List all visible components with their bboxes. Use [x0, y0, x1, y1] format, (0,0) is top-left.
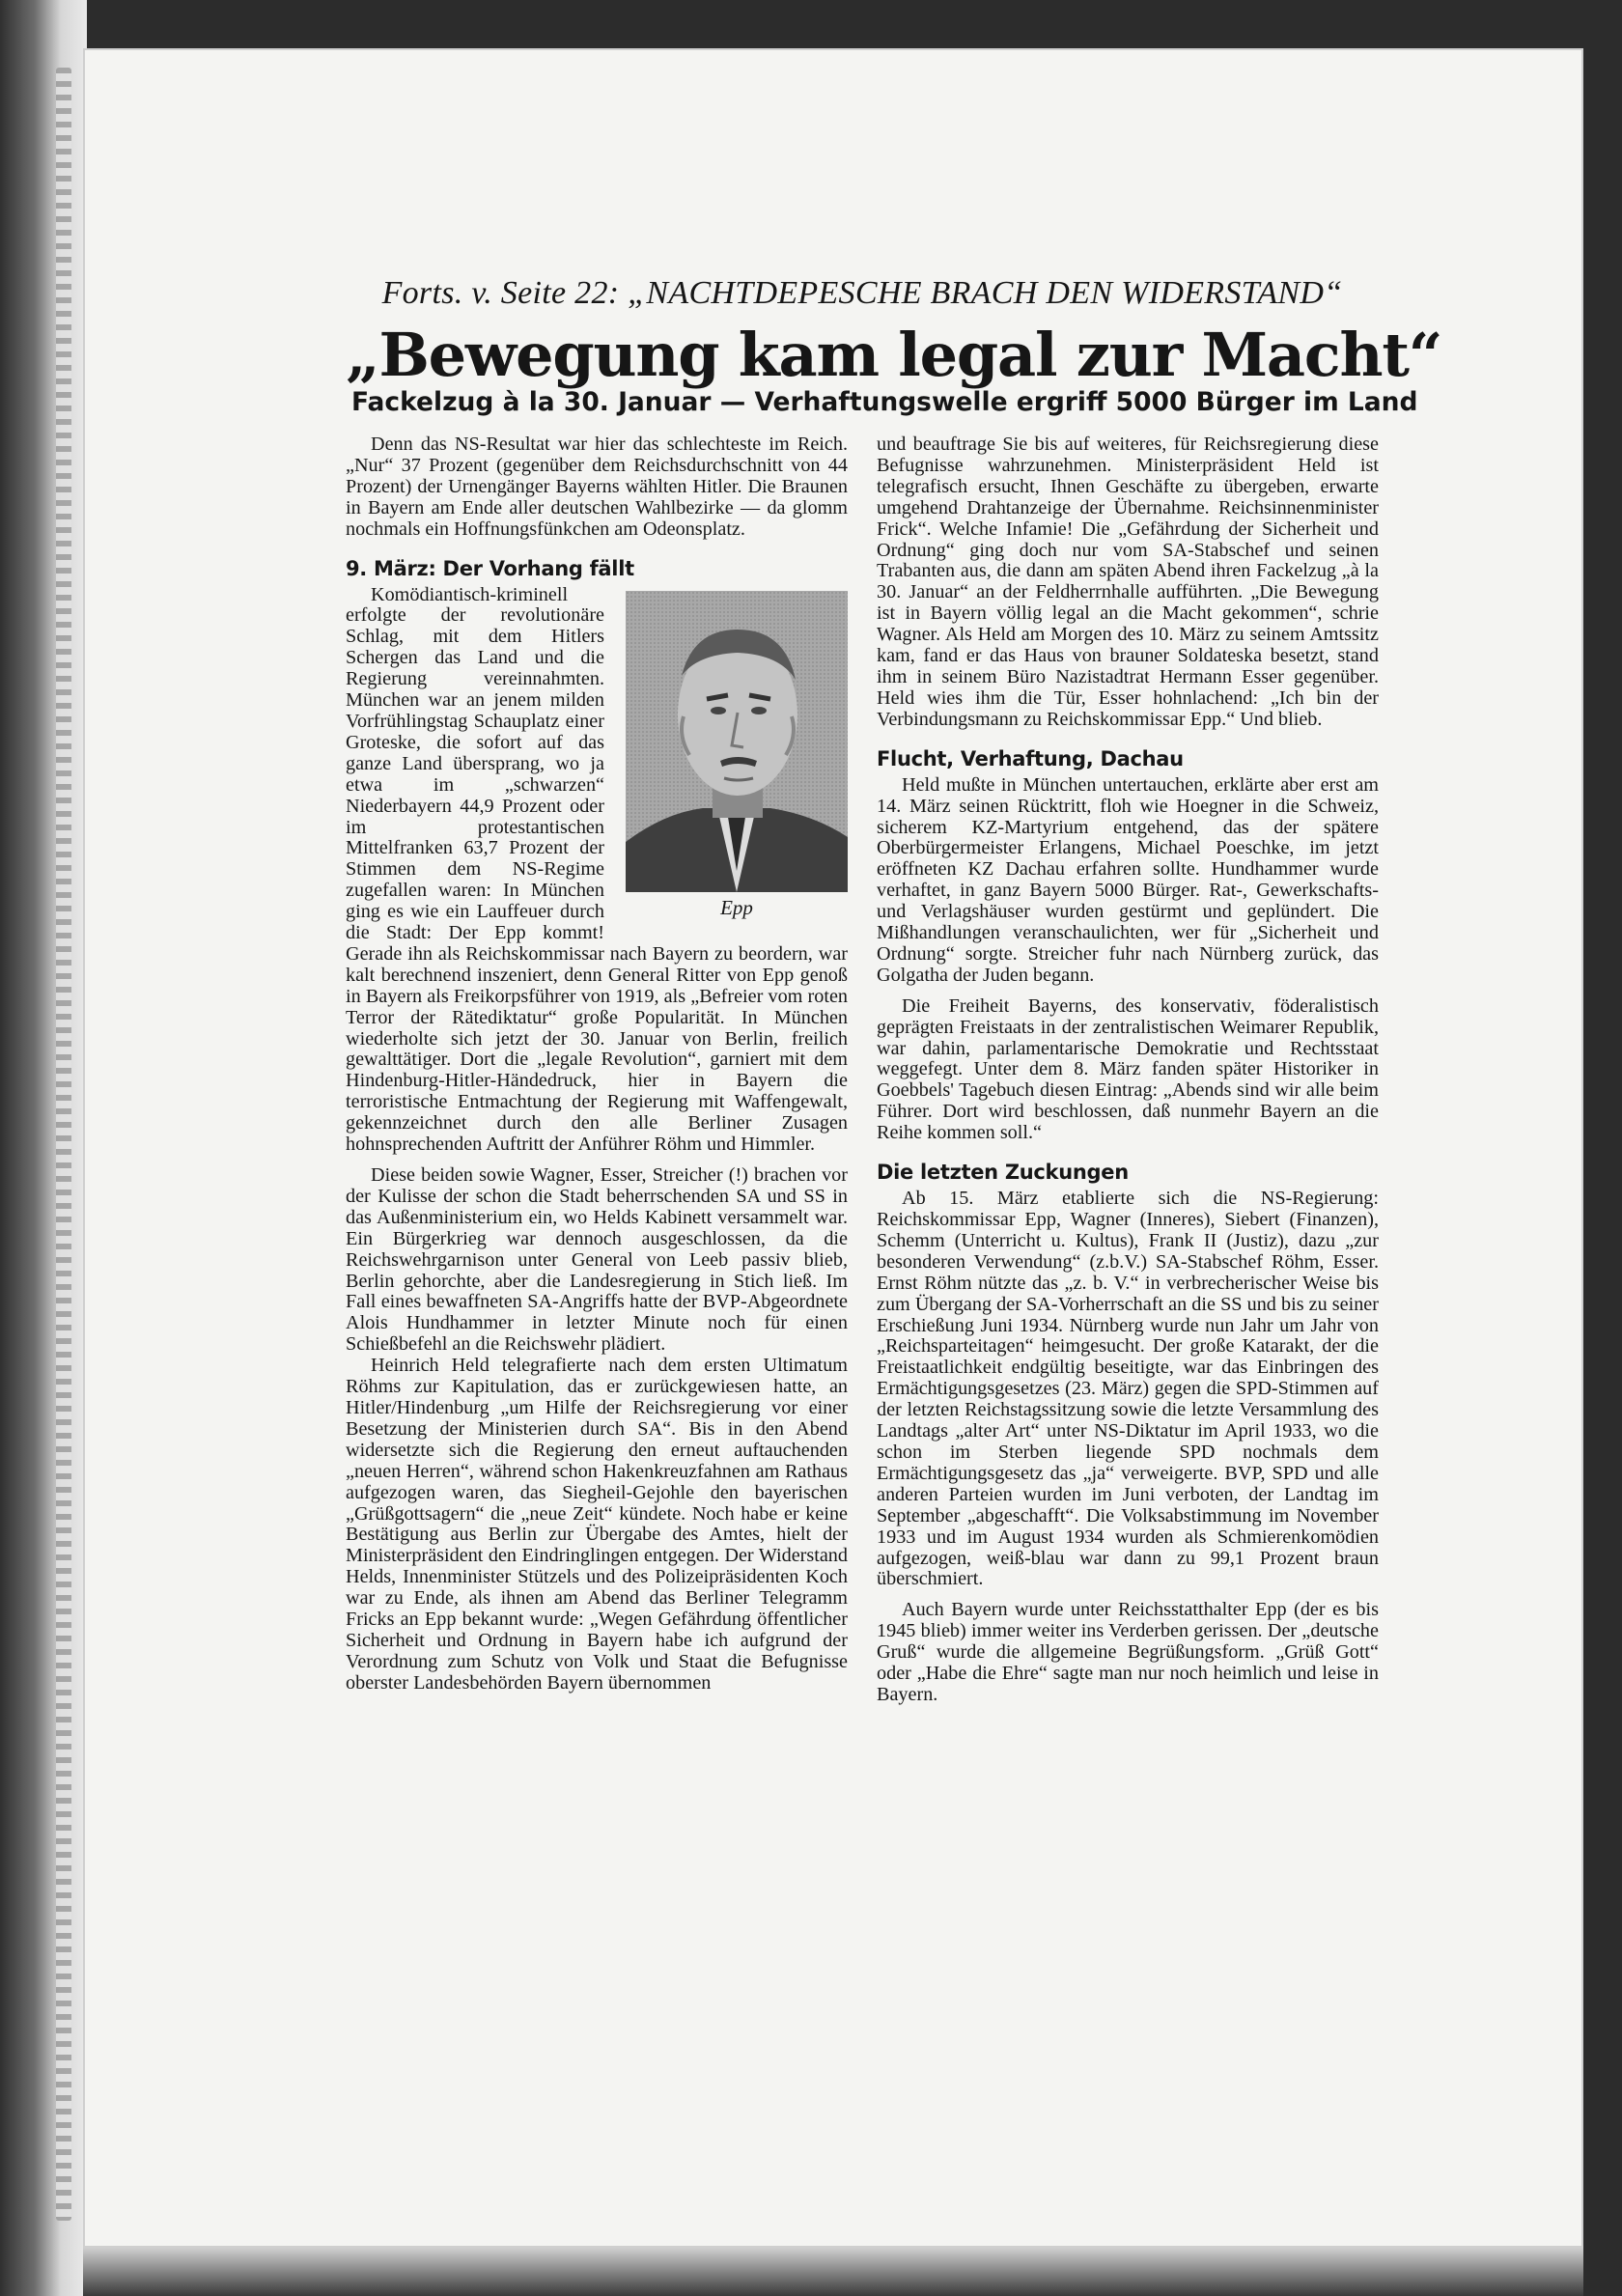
- newspaper-article: [346, 266, 1442, 2032]
- sheet-bottom-edge: [83, 2248, 1583, 2296]
- section-heading: Die letzten Zuckungen: [877, 1161, 1129, 1185]
- photo-figure: [616, 591, 848, 934]
- article-headline: „Bewegung kam legal zur Macht“: [346, 320, 1442, 390]
- paragraph: Ab 15. März etablierte sich die NS-Regierung: Reichskommissar Epp, Wagner (Inneres), Siebert (Finanzen), Schemm (Unterricht u. Kultus), Frank II (Justiz), dazu „zur besonderen Verwendung“ (z.b.V.) SA-Stabschef Röhm, Esser. Ernst Röhm nützte das „z. b. V.“ in verbrecherischer Weise bis zum Übergang der SA-Vorherrschaft an die SS und bis zu seiner Erschießung Juni 1934. Nürnberg wurde nun Jahr um Jahr von „Reichsparteitagen“ heimgesucht. Der große Katarakt, der die Freistaatlichkeit endgültig beseitigte, war das Einbringen des Ermächtigungsgesetzes (23. März) gegen die SPD-Stimmen auf der letzten Reichstagssitzung sowie die letzte Versammlung des Landtags „alter Art“ unter NS-Diktatur im April 1933, wo die schon im Sterben liegende SPD nochmals dem Ermächtigungsgesetz das „ja“ verweigerte. BVP, SPD und alle anderen Parteien wurden im Juni verboten, der Landtag im September „abgeschafft“. Die Volksabstimmung im November 1933 und im August 1934 wurden als Schmierenkomödien aufgezogen, weiß-blau war dann zu 99,1 Prozent braun überschmiert.: [877, 1188, 1379, 1590]
- paragraph: Die Freiheit Bayerns, des konservativ, föderalistisch geprägten Freistaats in der zentralistischen Weimarer Republik, war dahin, parlamentarische Demokratie und Rechtsstaat weggefegt. Unter dem 8. März fanden später Historiker in Goebbels' Tagebuch diesen Eintrag: „Abends sind wir alle beim Führer. Dort wird beschlossen, daß nunmehr Bayern an die Reihe kommen soll.“: [877, 994, 1379, 1144]
- paragraph: und beauftrage Sie bis auf weiteres, für Reichsregierung diese Befugnisse wahrzunehmen. Ministerpräsident Held ist telegrafisch ersucht, Ihnen Geschäfte zu übergeben, erwarte umgehend Drahtanzeige der Übernahme. Reichsinnenminister Frick“. Welche Infamie! Die „Gefährdung der Sicherheit und Ordnung“ ging doch nur vom SA-Stabschef und seinen Trabanten aus, die dann am späten Abend ihren Fackelzug „à la 30. Januar“ an der Feldherrnhalle aufführten. „Die Bewegung ist in Bayern völlig legal an die Macht gekommen“, schrie Wagner. Als Held am Morgen des 10. März zu seinem Amtssitz kam, fand er das Haus von brauner Soldateska besetzt, stand ihm in seinem Büro Nazistadtrat Hermann Esser gegenüber. Held wies ihm die Tür, Esser hohnlachend: „Ich bin der Verbindungsmann zu Reichskommissar Epp.“ Und blieb.: [877, 434, 1379, 730]
- section-heading: Flucht, Verhaftung, Dachau: [877, 746, 1184, 770]
- paragraph: Diese beiden sowie Wagner, Esser, Streicher (!) brachen vor der Kulisse der schon die Stadt beherrschenden SA und SS in das Außenministerium ein, wo Helds Kabinett versammelt war. Ein Bürgerkrieg war dennoch ausgeschlossen, da die Reichswehrgarnison unter General von Leeb passiv blieb, Berlin gehorchte, aber die Landesregierung in Stich ließ. Im Fall eines bewaffneten SA-Angriffs hatte der BVP-Abgeordnete Alois Hundhammer in letzter Minute noch für einen Schießbefehl an die Reichswehr plädiert.: [346, 1164, 848, 1356]
- paragraph: Held mußte in München untertauchen, erklärte aber erst am 14. März seinen Rücktritt, floh wie Hoegner in die Schweiz, sicherem KZ-Martyrium entgehend, das der spätere Oberbürgermeister Erlangens, Michael Poeschke, im jetzt eröffneten KZ Dachau erfahren sollte. Hundhammer wurde verhaftet, in ganz Bayern 5000 Bürger. Rat-, Gewerkschafts- und Verlagshäuser wurden gestürmt und geplündert. Die Mißhandlungen veranschaulichten, wer für „Sicherheit und Ordnung“ sorgte. Streicher fuhr nach Nürnberg zurück, das Golgatha der Juden begann.: [877, 773, 1379, 986]
- paragraph: Auch Bayern wurde unter Reichsstatthalter Epp (der es bis 1945 blieb) immer weiter ins Verderben gerissen. Der „deutsche Gruß“ wurde die allgemeine Begrüßungsform. „Grüß Gott“ oder „Habe die Ehre“ sagte man nur noch heimlich und leise in Bayern.: [877, 1599, 1379, 1705]
- column-right: [877, 434, 1379, 1706]
- paragraph: Komödiantisch-kriminell erfolgte der revolutionäre Schlag, mit dem Hitlers Schergen das Land und die Regierung vereinnahmten. München war an jenem milden Vorfrühlingstag Schauplatz einer Groteske, die sofort auf das ganze Land übersprang, wo ja etwa im „schwarzen“ Niederbayern 44,9 Prozent oder im protestantischen Mittelfranken 63,7 Prozent der Stimmen dem NS-Regime zugefallen waren: In München ging es wie ein Lauffeuer durch die Stadt: Der Epp kommt! Gerade ihn als Reichskommissar nach Bayern zu beordern, war kalt berechnend inszeniert, denn General Ritter von Epp genoß in Bayern als Freikorpsführer von 1919, als „Befreier vom roten Terror der Rätediktatur“ große Popularität. In München wiederholte sich jetzt der 30. Januar von Berlin, freilich gewalttätiger. Dort die „legale Revolution“, garniert mit dem Hindenburg-Hitler-Händedruck, hier in Bayern die terroristische Entmachtung der Regierung mit Waffengewalt, gekennzeichnet durch den alle Berliner Zusagen hohnsprechenden Auftritt der Anführer Röhm und Himmler.: [346, 583, 848, 1156]
- article-kicker: Forts. v. Seite 22: „NACHTDEPESCHE BRACH DEN WIDERSTAND“: [381, 275, 1343, 311]
- binder-holes: [56, 68, 71, 2221]
- binder-edge: [0, 0, 87, 2296]
- photo-caption: Epp: [720, 895, 753, 919]
- portrait-photo: [626, 591, 848, 892]
- portrait-illustration: [626, 591, 848, 892]
- article-subhead: Fackelzug à la 30. Januar — Verhaftungswelle ergriff 5000 Bürger im Land: [351, 387, 1418, 417]
- section-heading: 9. März: Der Vorhang fällt: [346, 556, 634, 580]
- column-left: [346, 434, 848, 1694]
- paragraph: Denn das NS-Resultat war hier das schlechteste im Reich. „Nur“ 37 Prozent (gegenüber dem Reichsdurchschnitt von 44 Prozent) der Urnengänger Bayerns wählten Hitler. Die Braunen in Bayern am Ende aller deutschen Wahlbezirke — da glomm nochmals ein Hoffnungsfünkchen am Odeonsplatz.: [346, 434, 848, 540]
- paragraph: Heinrich Held telegrafierte nach dem ersten Ultimatum Röhms zur Kapitulation, das er zurückgewiesen hatte, an Hitler/Hindenburg „um Hilfe der Reichsregierung vor einer Besetzung der Ministerien durch SA“. Bis in den Abend widersetzte sich die Regierung den erneut auftauchenden „neuen Herren“, während schon Hakenkreuzfahnen am Rathaus aufgezogen waren, das Siegheil-Gejohle den bayerischen „Grüßgottsagern“ die „neue Zeit“ kündete. Noch habe er keine Bestätigung aus Berlin zur Übergabe des Amtes, hielt der Ministerpräsident den Eindringlingen entgegen. Der Widerstand Helds, Innenminister Stützels und des Polizeipräsidenten Koch war zu Ende, als ihnen am Abend das Berliner Telegramm Fricks an Epp bekannt wurde: „Wegen Gefährdung öffentlicher Sicherheit und Ordnung in Bayern habe ich aufgrund der Verordnung zum Schutz von Volk und Staat die Befugnisse oberster Landesbehörden Bayern übernommen: [346, 1355, 848, 1694]
